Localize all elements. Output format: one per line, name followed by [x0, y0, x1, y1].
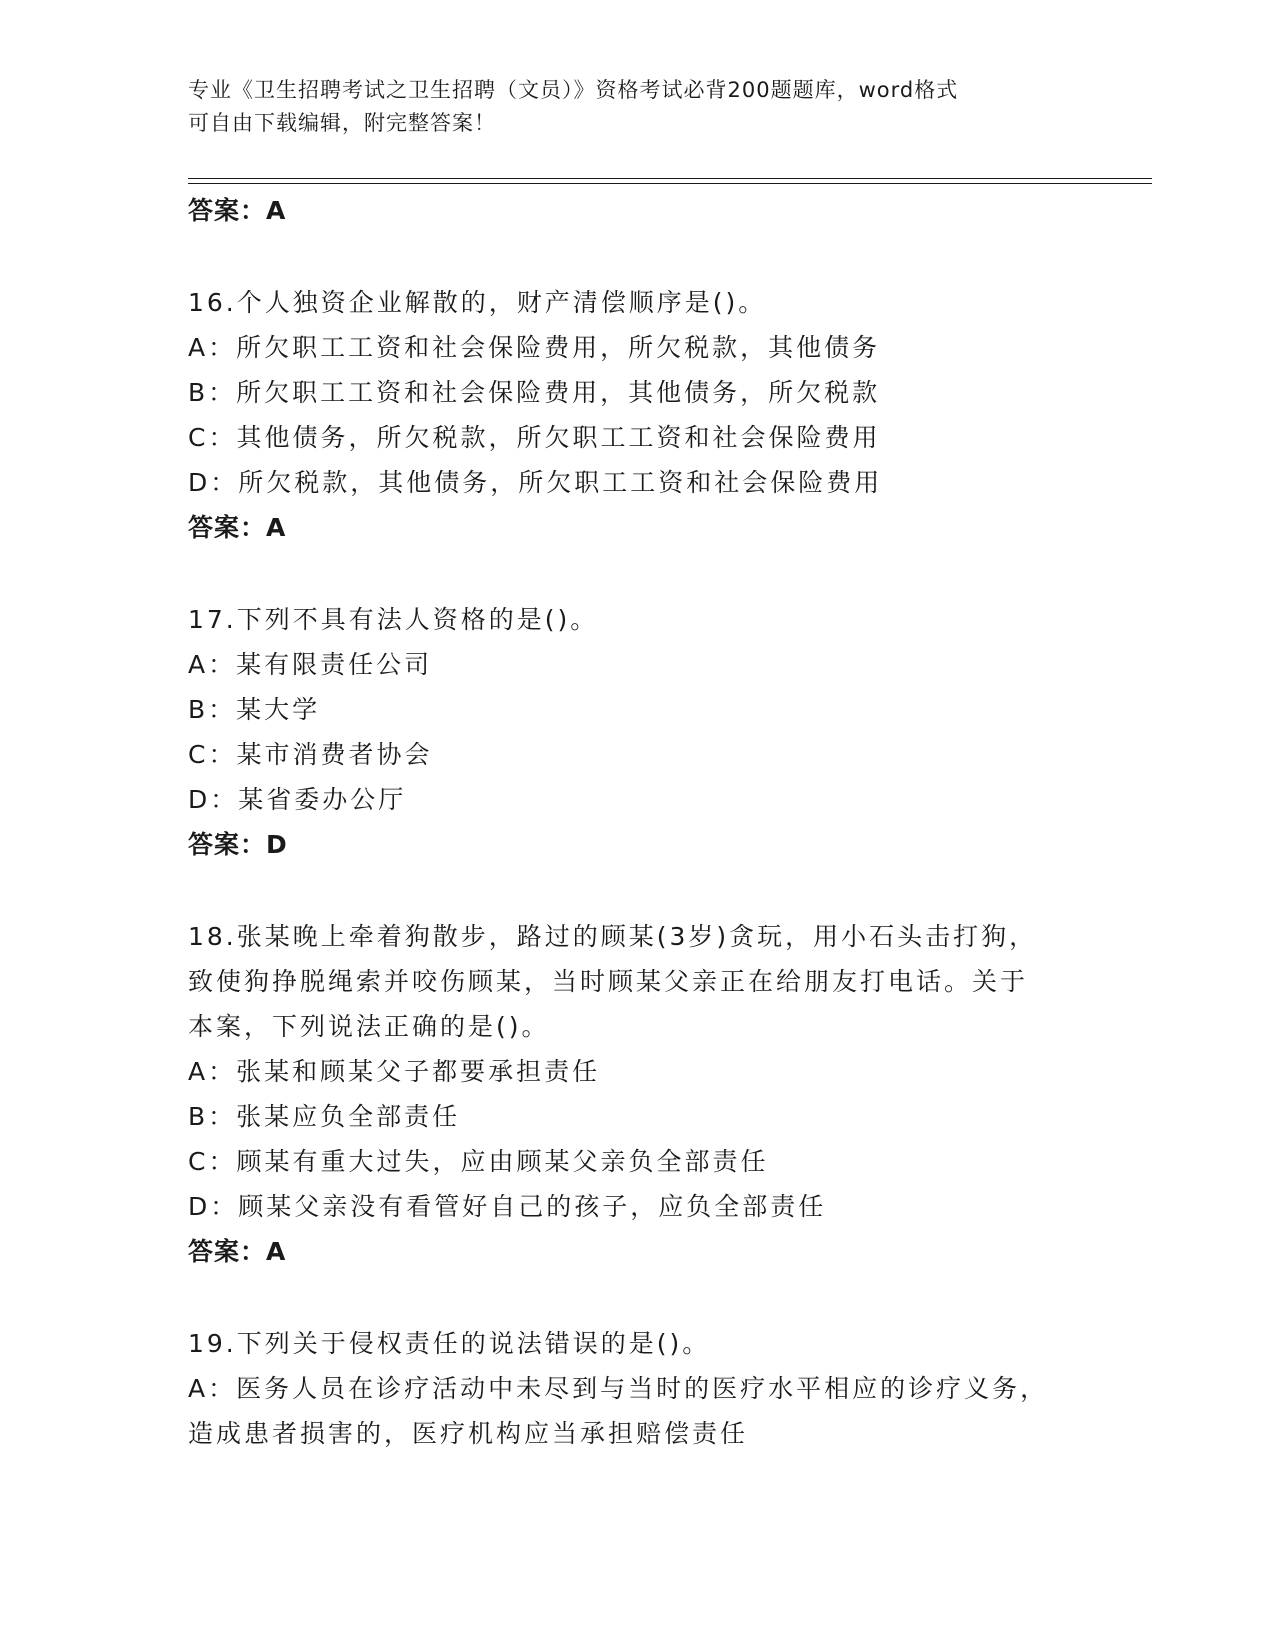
option-a-continued: 造成患者损害的，医疗机构应当承担赔偿责任: [188, 1419, 749, 1448]
option-d: D：某省委办公厅: [188, 785, 407, 814]
option-a: A：所欠职工工资和社会保险费用，所欠税款，其他债务: [188, 333, 881, 362]
question-block: [188, 280, 1088, 551]
question-list: [188, 188, 1088, 1456]
page-header: [188, 74, 1088, 140]
spacer: [188, 234, 1088, 280]
option-b: B：所欠职工工资和社会保险费用，其他债务，所欠税款: [188, 378, 881, 407]
answer-line: 答案：A: [188, 513, 287, 542]
question-text: 19.下列关于侵权责任的说法错误的是()。: [188, 1329, 711, 1358]
option-a: A：某有限责任公司: [188, 650, 433, 679]
question-block: [188, 1321, 1088, 1456]
spacer: [188, 868, 1088, 914]
answer-line: 答案：A: [188, 1237, 287, 1266]
question-text: 致使狗挣脱绳索并咬伤顾某，当时顾某父亲正在给朋友打电话。关于: [188, 967, 1029, 996]
question-block: [188, 597, 1088, 868]
option-c: C：其他债务，所欠税款，所欠职工工资和社会保险费用: [188, 423, 881, 452]
question-text: 本案，下列说法正确的是()。: [188, 1012, 550, 1041]
option-a: A：张某和顾某父子都要承担责任: [188, 1057, 601, 1086]
option-a: A：医务人员在诊疗活动中未尽到与当时的医疗水平相应的诊疗义务，: [188, 1374, 1049, 1403]
answer-line: 答案：A: [188, 196, 287, 225]
option-b: B：某大学: [188, 695, 321, 724]
option-d: D：所欠税款，其他债务，所欠职工工资和社会保险费用: [188, 468, 883, 497]
header-rule-bottom: [188, 183, 1152, 184]
question-text: 18.张某晚上牵着狗散步，路过的顾某(3岁)贪玩，用小石头击打狗，: [188, 922, 1038, 951]
answer-line: 答案：D: [188, 830, 288, 859]
option-c: C：顾某有重大过失，应由顾某父亲负全部责任: [188, 1147, 769, 1176]
header-rule-top: [188, 178, 1152, 179]
spacer: [188, 551, 1088, 597]
spacer: [188, 1275, 1088, 1321]
header-line-1: 专业《卫生招聘考试之卫生招聘（文员）》资格考试必背200题题库，word格式: [188, 78, 959, 102]
question-block: [188, 914, 1088, 1275]
question-text: 17.下列不具有法人资格的是()。: [188, 605, 599, 634]
question-text: 16.个人独资企业解散的，财产清偿顺序是()。: [188, 288, 767, 317]
option-c: C：某市消费者协会: [188, 740, 433, 769]
option-d: D：顾某父亲没有看管好自己的孩子，应负全部责任: [188, 1192, 827, 1221]
header-line-2: 可自由下载编辑，附完整答案！: [188, 111, 496, 135]
option-b: B：张某应负全部责任: [188, 1102, 461, 1131]
